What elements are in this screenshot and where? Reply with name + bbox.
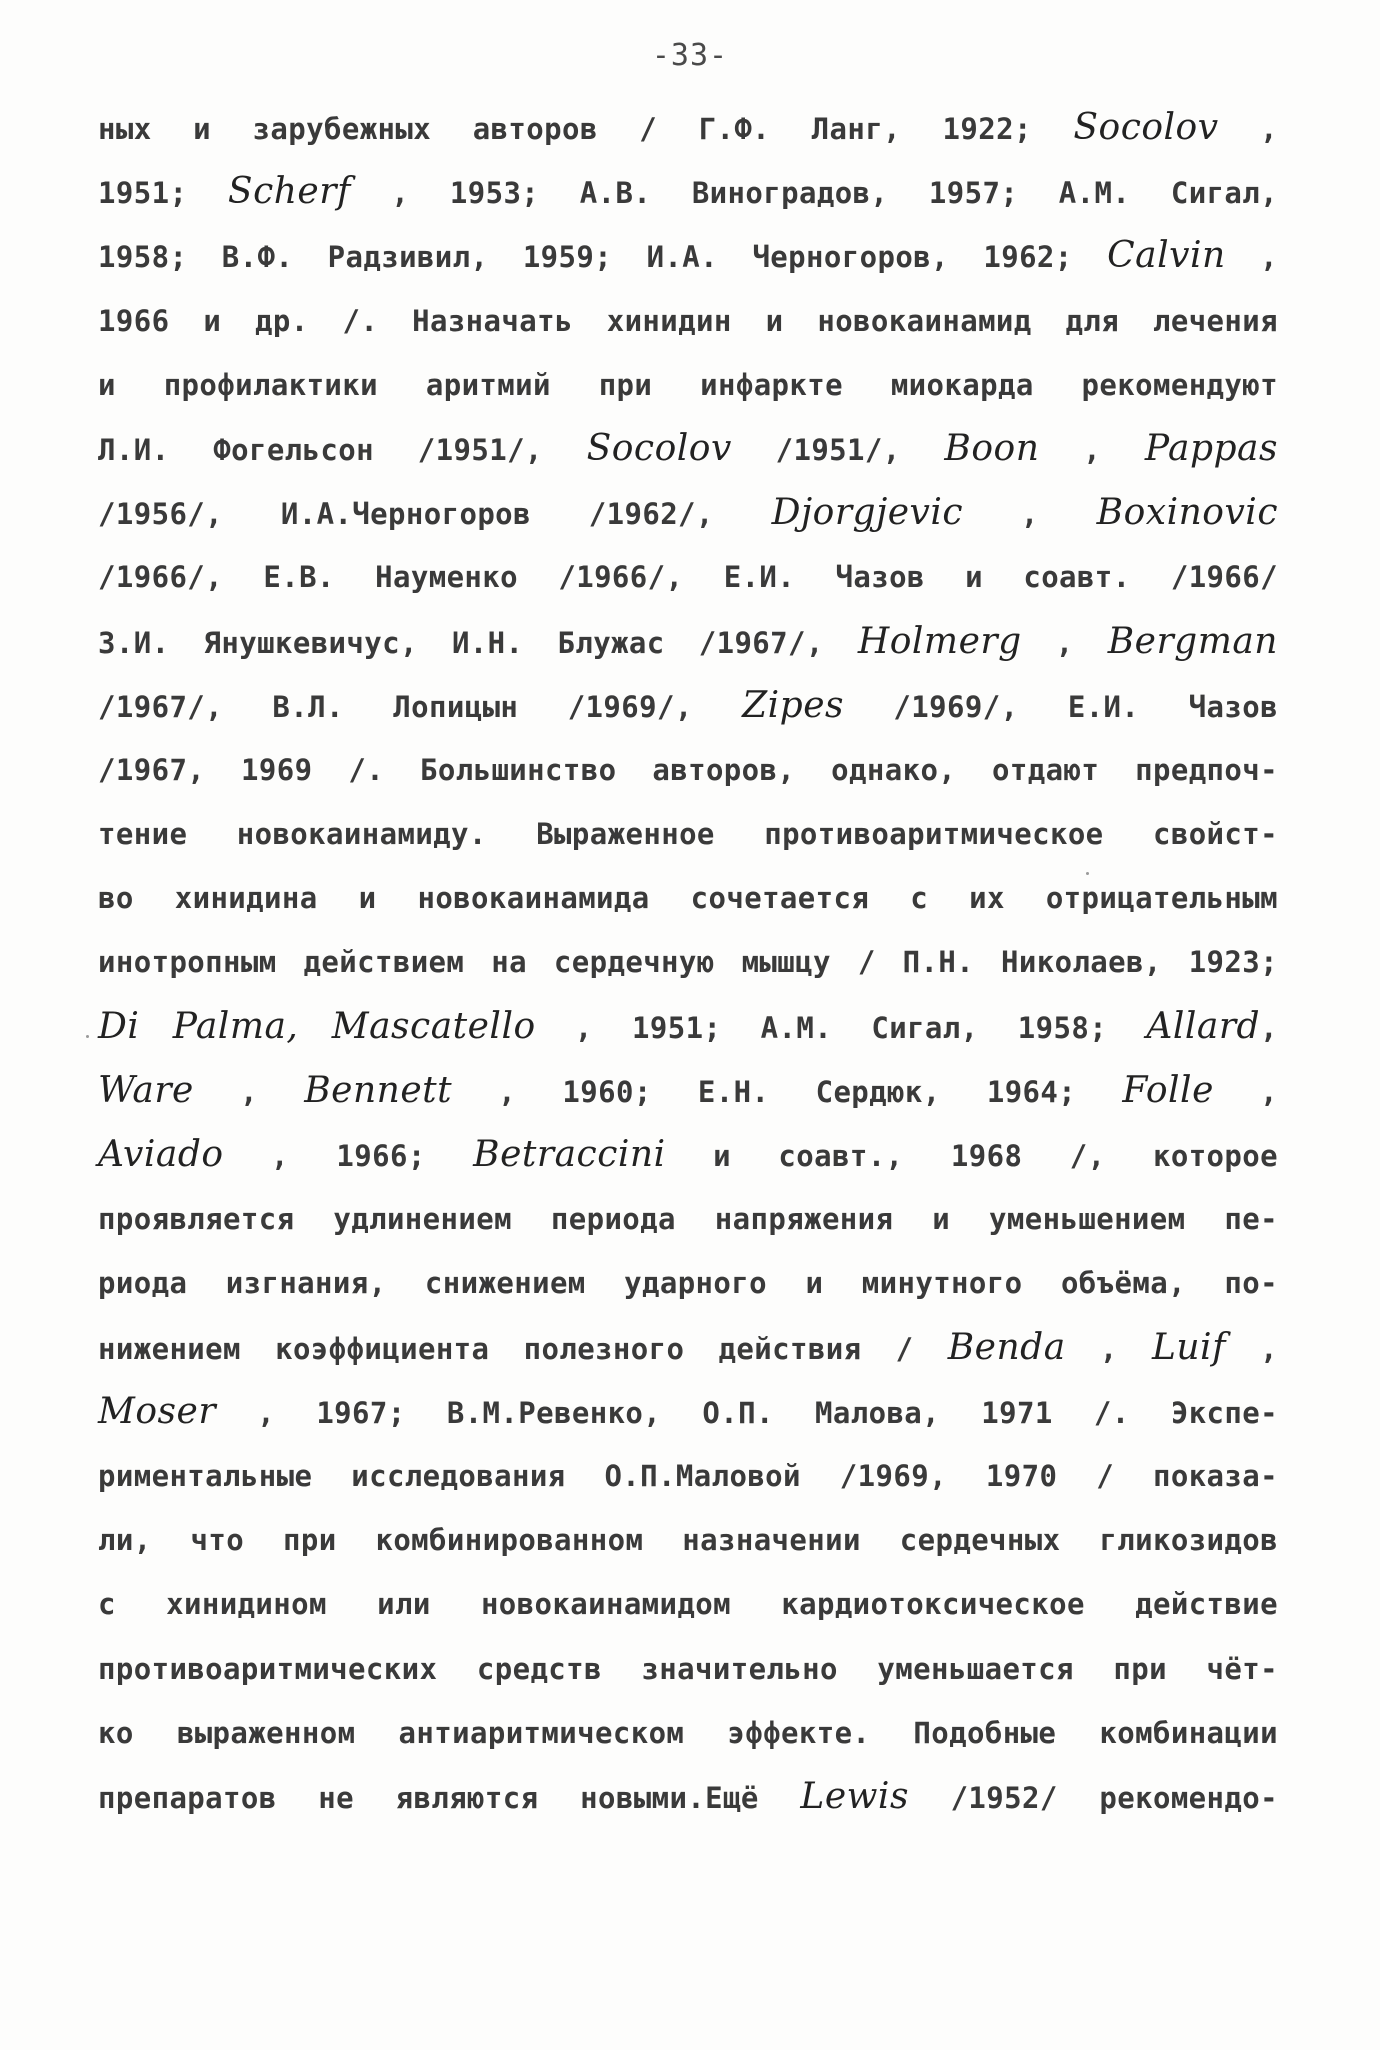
handwritten-author-name: Lewis [800, 1775, 909, 1817]
handwritten-author-name: Boxinovic [1096, 492, 1278, 534]
typed-text: /1966/, Е.В. Науменко /1966/, Е.И. Чазов и соавт. /1966/ [98, 560, 1278, 595]
handwritten-author-name: Zipes [742, 684, 844, 726]
handwritten-author-name: Boon [944, 427, 1040, 469]
handwritten-author-name: Moser [98, 1390, 217, 1432]
body-text [98, 96, 1278, 1829]
text-line [98, 930, 1278, 994]
handwritten-author-name: Di Palma, Mascatello [98, 1005, 536, 1047]
text-line [98, 289, 1278, 353]
typed-text: , [1260, 1010, 1278, 1045]
typed-text: и соавт., 1968 /, которое [665, 1139, 1278, 1173]
handwritten-author-name: Pappas [1144, 427, 1278, 469]
paper-speck [86, 1035, 89, 1038]
text-line [98, 1251, 1278, 1315]
handwritten-author-name: Ware [98, 1069, 194, 1111]
typed-text: , [1021, 625, 1108, 660]
handwritten-author-name: Scherf [227, 171, 351, 213]
text-line [98, 417, 1278, 481]
typed-text: 1958; В.Ф. Радзивил, 1959; И.А. Черногоров, 1962; [98, 240, 1108, 275]
text-line [98, 802, 1278, 866]
typed-text: , 1960; Е.Н. Сердюк, 1964; [452, 1074, 1123, 1109]
handwritten-author-name: Aviado [98, 1134, 224, 1175]
typed-text: , [1213, 1074, 1278, 1109]
typed-text: /1952/ рекомендо- [908, 1780, 1278, 1815]
typed-text: , [963, 497, 1097, 532]
typed-text: ли, что при комбинированном назначении сердечных гликозидов [98, 1523, 1278, 1558]
handwritten-author-name: Bergman [1107, 620, 1278, 662]
handwritten-author-name: Folle [1122, 1069, 1214, 1111]
typed-text: 1951; [98, 176, 228, 211]
typed-text: Л.И. Фогельсон /1951/, [98, 432, 587, 467]
typed-text: , 1967; В.М.Ревенко, О.П. Малова, 1971 /. Экспе- [216, 1395, 1278, 1430]
handwritten-author-name: Socolov [1073, 107, 1219, 148]
typed-text: /1969/, Е.И. Чазов [844, 689, 1278, 724]
text-line [98, 1316, 1278, 1380]
text-line [98, 1701, 1278, 1765]
handwritten-author-name: Calvin [1107, 235, 1226, 277]
typed-text: противоаритмических средств значительно уменьшается при чёт- [98, 1651, 1278, 1686]
typed-text: препаратов не являются новыми.Ещё [98, 1780, 801, 1815]
typed-text: 1966 и др. /. Назначать хинидин и новокаинамид для лечения [98, 303, 1278, 338]
text-line [98, 481, 1278, 545]
text-line [98, 353, 1278, 417]
typed-text: З.И. Янушкевичус, И.Н. Блужас /1967/, [98, 625, 858, 660]
typed-text: ных и зарубежных авторов / Г.Ф. Ланг, 1922; [98, 112, 1074, 146]
typed-text: тение новокаинамиду. Выраженное противоаритмическое свойст- [98, 817, 1278, 852]
text-line [98, 610, 1278, 674]
typed-text: , 1951; А.М. Сигал, 1958; [535, 1010, 1147, 1045]
handwritten-author-name: Benda [947, 1326, 1066, 1368]
typed-text: , [193, 1074, 305, 1109]
typed-text: , [1039, 432, 1145, 467]
text-line [98, 160, 1278, 224]
text-line [98, 96, 1278, 160]
text-line [98, 1637, 1278, 1701]
handwritten-author-name: Allard [1146, 1005, 1261, 1047]
typed-text: инотропным действием на сердечную мышцу / П.Н. Николаев, 1923; [98, 945, 1278, 980]
typed-text: , [1218, 112, 1278, 146]
paper-speck [1086, 872, 1089, 875]
typed-text: , [1225, 1331, 1278, 1366]
typed-text: , 1966; [223, 1139, 474, 1173]
typed-text: с хинидином или новокаинамидом кардиотоксическое действие [98, 1587, 1278, 1622]
text-line [98, 1380, 1278, 1444]
text-line [98, 1123, 1278, 1187]
typed-text: и профилактики аритмий при инфаркте миокарда рекомендуют [98, 367, 1278, 402]
typed-text: проявляется удлинением периода напряжения и уменьшением пе- [98, 1202, 1278, 1237]
typed-text: нижением коэффициента полезного действия / [98, 1331, 948, 1366]
handwritten-author-name: Socolov [586, 427, 732, 469]
text-line [98, 995, 1278, 1059]
typed-text: ко выраженном антиаритмическом эффекте. Подобные комбинации [98, 1715, 1278, 1750]
text-line [98, 1508, 1278, 1572]
text-line [98, 545, 1278, 609]
typed-text: /1967/, В.Л. Лопицын /1969/, [98, 689, 743, 724]
text-line [98, 1765, 1278, 1829]
typed-text: /1956/, И.А.Черногоров /1962/, [98, 497, 772, 532]
typed-text: во хинидина и новокаинамида сочетается с их отрицательным [98, 881, 1278, 916]
typed-text: /1967, 1969 /. Большинство авторов, однако, отдают предпоч- [98, 752, 1278, 787]
handwritten-author-name: Bennett [304, 1069, 453, 1111]
text-line [98, 1572, 1278, 1636]
typed-text: , 1953; А.В. Виноградов, 1957; А.М. Сигал, [350, 176, 1278, 211]
handwritten-author-name: Djorgjevic [771, 492, 964, 534]
text-line [98, 866, 1278, 930]
handwritten-author-name: Luif [1151, 1326, 1226, 1368]
text-line [98, 1444, 1278, 1508]
handwritten-author-name: Holmerg [857, 620, 1022, 662]
typed-text: /1951/, [731, 432, 945, 467]
text-line [98, 1187, 1278, 1251]
typed-text: риода изгнания, снижением ударного и минутного объёма, по- [98, 1266, 1278, 1301]
page-number: -33- [651, 38, 729, 73]
typed-text: , [1225, 240, 1278, 275]
text-line [98, 674, 1278, 738]
text-line [98, 224, 1278, 288]
typed-text: риментальные исследования О.П.Маловой /1969, 1970 / показа- [98, 1458, 1278, 1493]
text-line [98, 738, 1278, 802]
handwritten-author-name: Betraccini [473, 1134, 666, 1175]
text-line [98, 1059, 1278, 1123]
typed-text: , [1065, 1331, 1152, 1366]
